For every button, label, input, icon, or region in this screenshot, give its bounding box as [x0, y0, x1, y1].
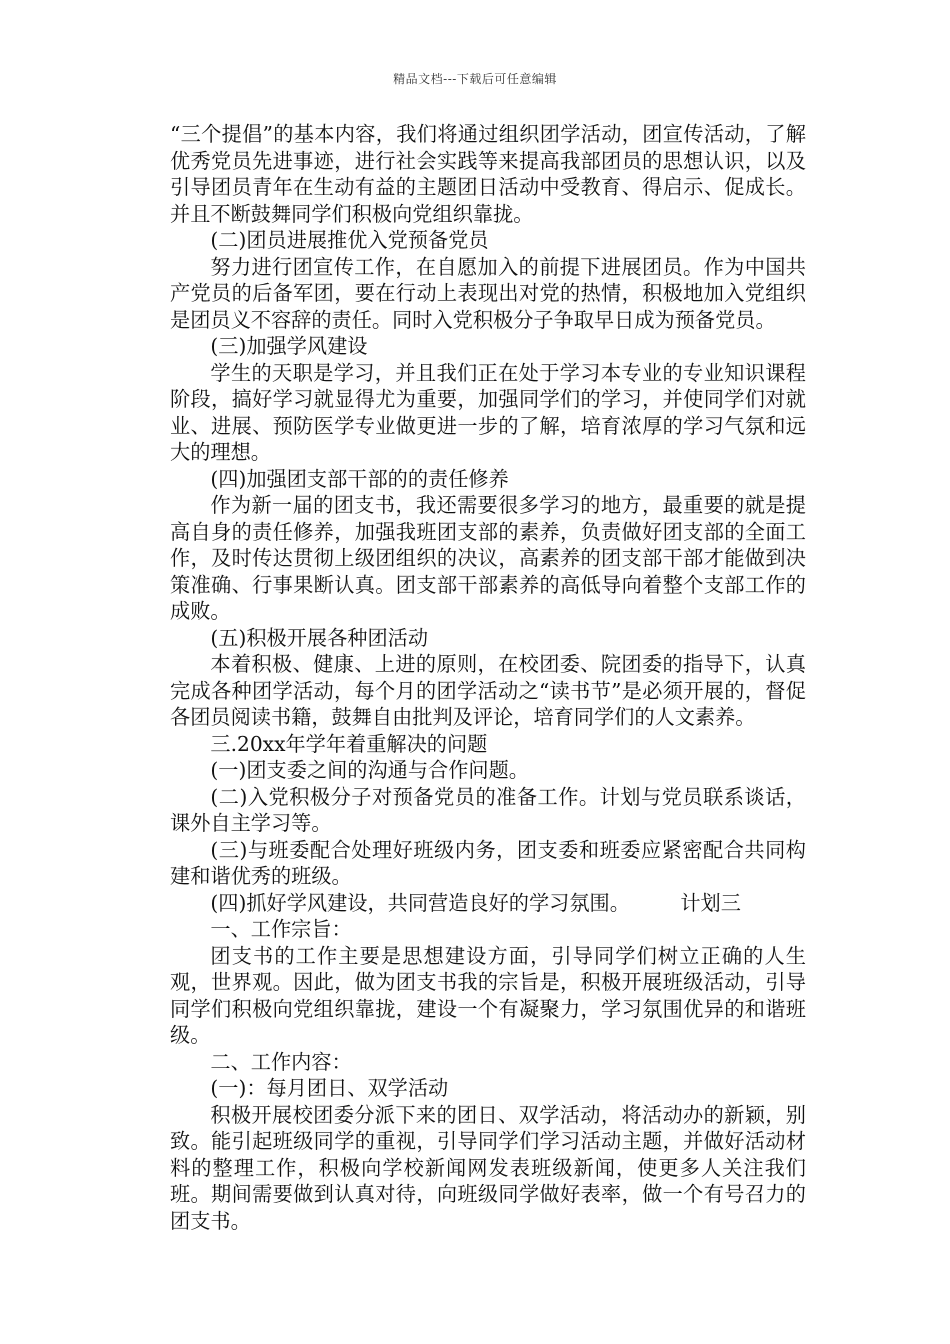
list-item: (四)抓好学风建设，共同营造良好的学习氛围。 计划三: [210, 890, 741, 915]
page-header: 精品文档---下载后可任意编辑: [393, 72, 557, 86]
list-item: (三)与班委配合处理好班级内务，团支委和班委应紧密配合共同构建和谐优秀的班级。: [170, 837, 806, 888]
section-heading: 一、工作宗旨：: [210, 917, 352, 941]
paragraph: “三个提倡”的基本内容，我们将通过组织团学活动，团宣传活动，了解优秀党员先进事迹，进行社会实践等来提高我部团员的思想认识，以及引导团员青年在生动有益的主题团日活动中受教育、得启示、促成长。并且不断鼓舞同学们积极向党组织靠拢。: [170, 122, 806, 226]
section-heading: (三)加强学风建设: [210, 334, 368, 358]
paragraph: 学生的天职是学习，并且我们正在处于学习本专业的专业知识课程阶段，搞好学习就显得尤为重要，加强同学们的学习，并使同学们对就业、进展、预防医学专业做更进一步的了解，培育浓厚的学习气氛和远大的理想。: [170, 360, 806, 464]
paragraph: 本着积极、健康、上进的原则，在校团委、院团委的指导下，认真完成各种团学活动，每个月的团学活动之“读书节”是必须开展的，督促各团员阅读书籍，鼓舞自由批判及评论，培育同学们的人文素养。: [170, 652, 806, 729]
section-heading: (二)团员进展推优入党预备党员: [210, 228, 489, 252]
paragraph: 作为新一届的团支书，我还需要很多学习的地方，最重要的就是提高自身的责任修养，加强我班团支部的素养，负责做好团支部的全面工作，及时传达贯彻上级团组织的决议，高素养的团支部干部才能做到决策准确、行事果断认真。团支部干部素养的高低导向着整个支部工作的成败。: [170, 493, 806, 623]
section-heading: (一)：每月团日、双学活动: [210, 1076, 449, 1100]
section-heading: (五)积极开展各种团活动: [210, 625, 429, 650]
section-heading: (四)加强团支部干部的的责任修养: [210, 466, 509, 491]
paragraph: 积极开展校团委分派下来的团日、双学活动，将活动办的新颖，别致。能引起班级同学的重视，引导同学们学习活动主题，并做好活动材料的整理工作，积极向学校新闻网发表班级新闻，使更多人关注我们班。期间需要做到认真对待，向班级同学做好表率，做一个有号召力的团支书。: [170, 1102, 806, 1233]
document-body: [170, 121, 806, 1234]
section-heading: 三.20xx年学年着重解决的问题: [210, 731, 488, 756]
paragraph: 努力进行团宣传工作，在自愿加入的前提下进展团员。作为中国共产党员的后备军团，要在行动上表现出对党的热情，积极地加入党组织是团员义不容辞的责任。同时入党积极分子争取早日成为预备党员。: [170, 254, 806, 332]
section-heading: 二、工作内容：: [210, 1049, 352, 1074]
list-item: (二)入党积极分子对预备党员的准备工作。计划与党员联系谈话，课外自主学习等。: [170, 784, 806, 835]
paragraph: 团支书的工作主要是思想建设方面，引导同学们树立正确的人生观，世界观。因此，做为团支书我的宗旨是，积极开展班级活动，引导同学们积极向党组织靠拢，建设一个有凝聚力，学习氛围优异的和谐班级。: [170, 943, 806, 1047]
list-item: (一)团支委之间的沟通与合作问题。: [210, 758, 529, 782]
